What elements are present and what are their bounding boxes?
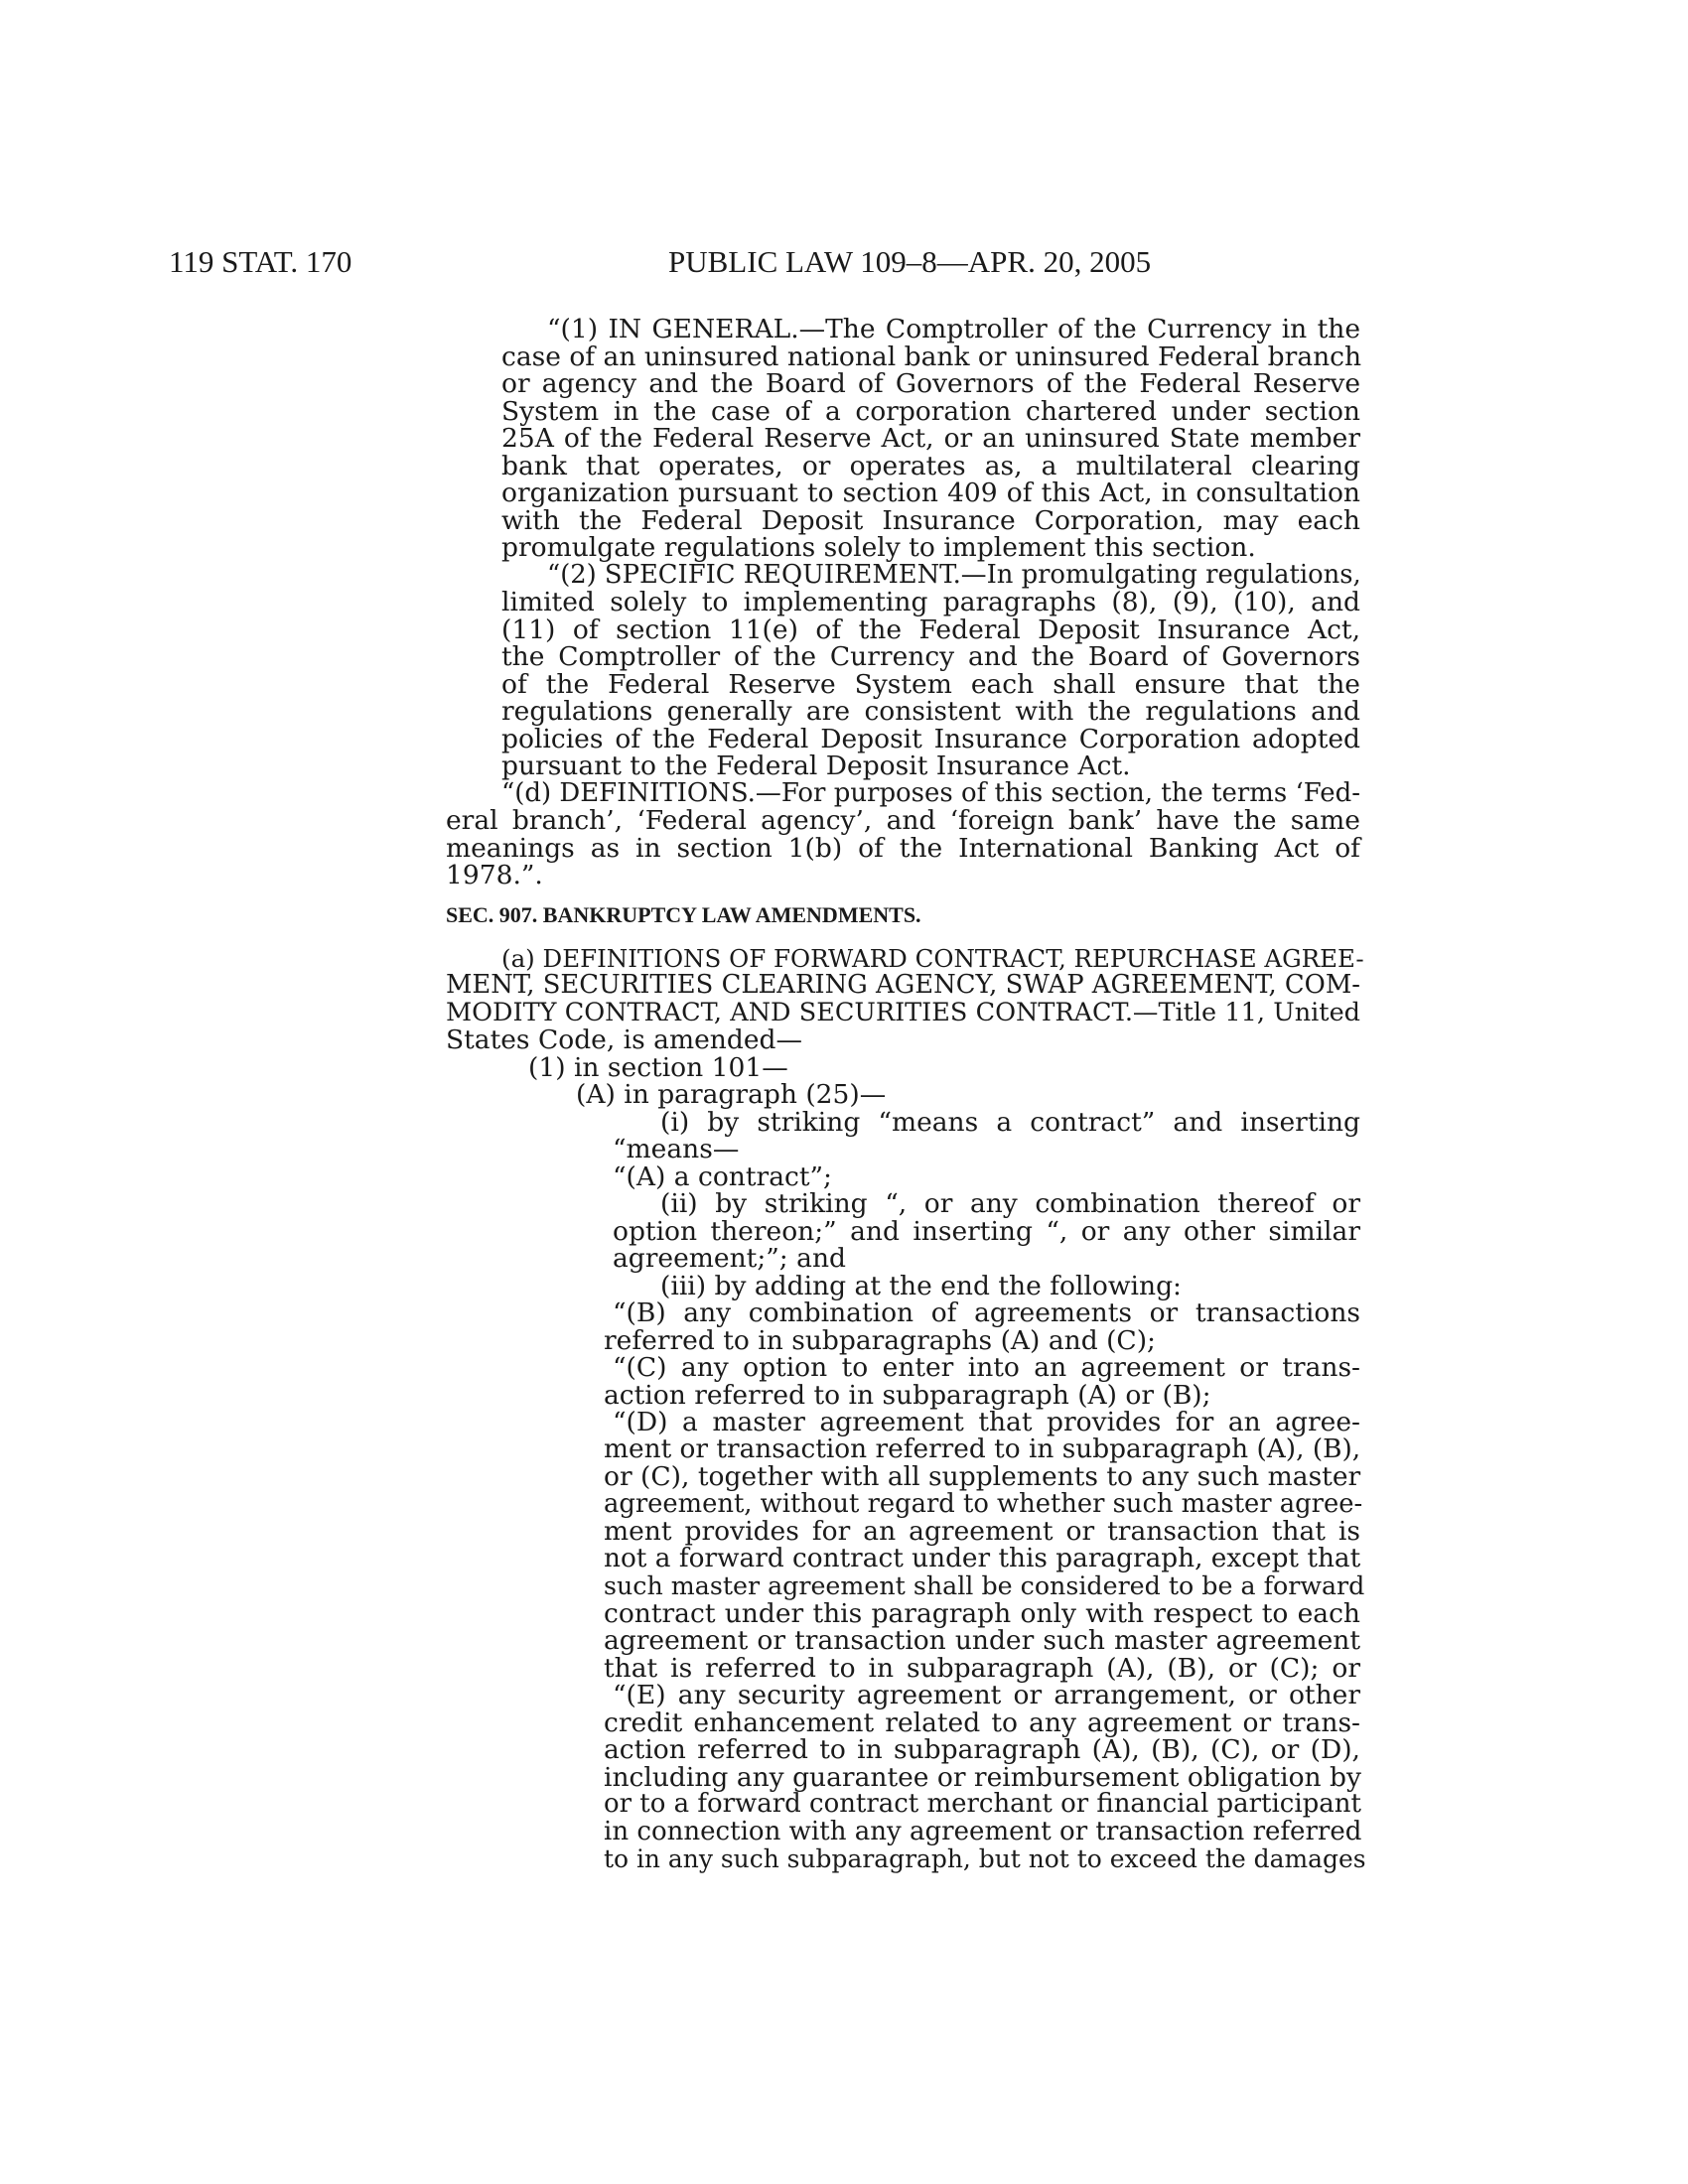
- text-line: policies of the Federal Deposit Insurance Corporation adopted: [501, 723, 1360, 754]
- text-line: “(A) a contract”;: [613, 1160, 832, 1192]
- text-line: eral branch’, ‘Federal agency’, and ‘foreign bank’ have the same: [446, 805, 1360, 836]
- text-line: (iii) by adding at the end the following:: [660, 1270, 1182, 1301]
- text-line: (a) DEFINITIONS OF FORWARD CONTRACT, REPURCHASE AGREE-: [501, 943, 1364, 973]
- text-line: contract under this paragraph only with respect to each: [604, 1597, 1360, 1629]
- text-line: pursuant to the Federal Deposit Insurance Act.: [501, 751, 1131, 781]
- text-line: “(1) IN GENERAL.—The Comptroller of the Currency in the: [547, 314, 1360, 344]
- text-line: “(C) any option to enter into an agreement or trans-: [613, 1352, 1360, 1383]
- text-line: of the Federal Reserve System each shall ensure that the: [501, 668, 1360, 700]
- running-header: [0, 244, 1688, 284]
- text-line: action referred to in subparagraph (A) or (B);: [604, 1379, 1211, 1411]
- text-line: agreement or transaction under such master agreement: [604, 1625, 1360, 1656]
- text-line: regulations generally are consistent with the regulations and: [501, 696, 1360, 727]
- text-line: “means—: [613, 1134, 740, 1164]
- text-line: MENT, SECURITIES CLEARING AGENCY, SWAP AGREEMENT, COM-: [446, 970, 1360, 1000]
- text-line: action referred to in subparagraph (A), (B), (C), or (D),: [604, 1734, 1360, 1765]
- text-line: States Code, is amended—: [446, 1024, 802, 1055]
- text-line: 25A of the Federal Reserve Act, or an uninsured State member: [501, 423, 1360, 454]
- text-line: bank that operates, or operates as, a multilateral clearing: [501, 450, 1360, 481]
- text-line: organization pursuant to section 409 of this Act, in consultation: [501, 478, 1360, 508]
- text-line: agreement, without regard to whether such master agree-: [604, 1488, 1363, 1519]
- text-line: “(E) any security agreement or arrangement, or other: [613, 1680, 1360, 1710]
- text-line: limited solely to implementing paragraphs (8), (9), (10), and: [501, 587, 1360, 617]
- text-line: 1978.”.: [446, 860, 543, 890]
- public-law-title: PUBLIC LAW 109–8—APR. 20, 2005: [668, 244, 1152, 279]
- text-line: (i) by striking “means a contract” and inserting: [660, 1106, 1360, 1138]
- text-line: including any guarantee or reimbursement obligation by: [604, 1761, 1361, 1793]
- text-line: MODITY CONTRACT, AND SECURITIES CONTRACT.—Title 11, United: [446, 997, 1360, 1027]
- text-line: to in any such subparagraph, but not to exceed the damages: [604, 1844, 1366, 1873]
- text-line: meanings as in section 1(b) of the International Banking Act of: [446, 832, 1360, 864]
- text-line: ment provides for an agreement or transaction that is: [604, 1516, 1360, 1547]
- text-line: credit enhancement related to any agreement or trans-: [604, 1706, 1360, 1738]
- text-line: “(D) a master agreement that provides for an agree-: [613, 1407, 1360, 1437]
- section-heading: SEC. 907. BANKRUPTCY LAW AMENDMENTS.: [446, 901, 921, 927]
- text-line: (11) of section 11(e) of the Federal Deposit Insurance Act,: [501, 614, 1360, 645]
- text-line: such master agreement shall be considered to be a forward: [604, 1571, 1365, 1600]
- text-line: “(B) any combination of agreements or transactions: [613, 1297, 1360, 1328]
- text-line: System in the case of a corporation chartered under section: [501, 395, 1360, 427]
- text-line: or agency and the Board of Governors of the Federal Reserve: [501, 368, 1360, 399]
- text-line: (A) in paragraph (25)—: [576, 1079, 887, 1110]
- statute-body: [446, 314, 1366, 1873]
- text-line: option thereon;” and inserting “, or any other similar: [613, 1215, 1360, 1247]
- text-line: promulgate regulations solely to implement this section.: [501, 532, 1256, 563]
- text-line: agreement;”; and: [613, 1243, 846, 1274]
- text-line: not a forward contract under this paragraph, except that: [604, 1543, 1361, 1573]
- stat-page-number: 119 STAT. 170: [169, 244, 352, 279]
- text-line: referred to in subparagraphs (A) and (C);: [604, 1324, 1156, 1356]
- text-line: or (C), together with all supplements to any such master: [604, 1461, 1361, 1492]
- text-line: ment or transaction referred to in subparagraph (A), (B),: [604, 1433, 1361, 1464]
- text-line: with the Federal Deposit Insurance Corporation, may each: [501, 504, 1360, 536]
- text-line: case of an uninsured national bank or uninsured Federal branch: [501, 341, 1362, 372]
- text-line: (ii) by striking “, or any combination thereof or: [660, 1188, 1360, 1219]
- text-line: “(d) DEFINITIONS.—For purposes of this section, the terms ‘Fed-: [501, 777, 1360, 808]
- text-line: in connection with any agreement or transaction referred: [604, 1816, 1362, 1846]
- text-line: that is referred to in subparagraph (A), (B), or (C); or: [604, 1652, 1360, 1684]
- text-line: “(2) SPECIFIC REQUIREMENT.—In promulgating regulations,: [547, 559, 1361, 590]
- text-line: (1) in section 101—: [528, 1051, 788, 1083]
- text-line: or to a forward contract merchant or financial participant: [604, 1789, 1361, 1819]
- text-line: the Comptroller of the Currency and the Board of Governors: [501, 641, 1360, 672]
